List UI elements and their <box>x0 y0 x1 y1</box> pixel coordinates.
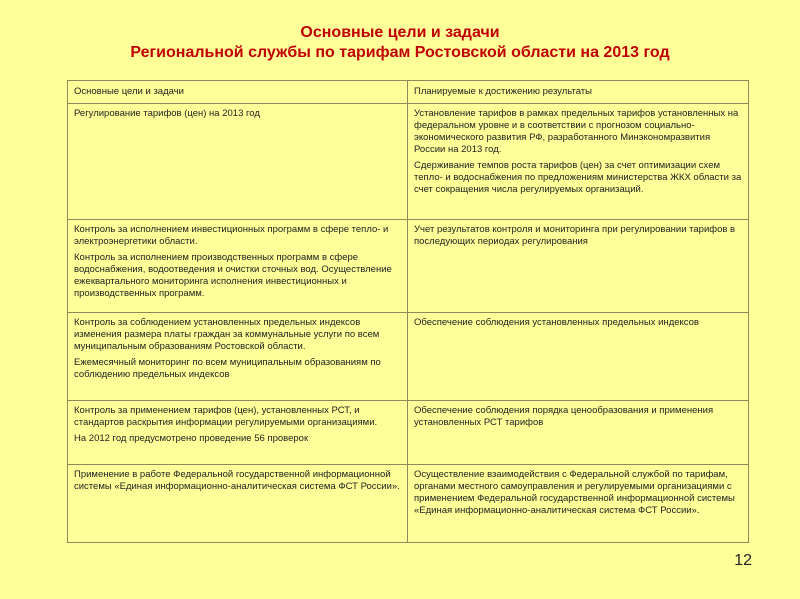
goal-text: Регулирование тарифов (цен) на 2013 год <box>74 108 260 119</box>
goal-text: На 2012 год предусмотрено проведение 56 проверок <box>74 433 309 444</box>
result-text: Установление тарифов в рамках предельных тарифов установленных на федеральном уровне и в соответствии с прогнозом социально-экономического развития РФ, разработанного Минэкономразвития России на 2013 год. <box>414 108 739 155</box>
results-cell <box>408 220 749 313</box>
result-text: Сдерживание темпов роста тарифов (цен) за счет оптимизации схем тепло- и водоснабжения по предложениям министерства ЖКХ области за счет сокращения числа регулируемых организаций. <box>414 160 742 195</box>
goals-cell <box>68 313 408 401</box>
goal-text: Контроль за соблюдением установленных предельных индексов изменения размера платы граждан за коммунальные услуги по всем муниципальным образованиям Ростовской области. <box>74 317 380 352</box>
table-row <box>68 465 749 543</box>
result-text: Обеспечение соблюдения порядка ценообразования и применения установленных РСТ тарифов <box>414 405 714 428</box>
page-number: 12 <box>734 552 752 569</box>
table-header-row <box>68 81 749 104</box>
goals-table <box>67 80 749 543</box>
table-row <box>68 313 749 401</box>
goal-text: Контроль за исполнением инвестиционных программ в сфере тепло- и электроэнергетики области. <box>74 224 389 247</box>
results-cell <box>408 401 749 465</box>
results-cell <box>408 313 749 401</box>
goals-cell <box>68 220 408 313</box>
header-results: Планируемые к достижению результаты <box>408 81 749 104</box>
table-row <box>68 220 749 313</box>
goal-text: Контроль за исполнением производственных программ в сфере водоснабжения, водоотведения и очистки сточных вод. Осуществление ежеквартального мониторинга исполнения инвестиционных и производственных программ. <box>74 252 392 299</box>
goal-text: Контроль за применением тарифов (цен), установленных РСТ, и стандартов раскрытия информации регулируемыми организациями. <box>74 405 378 428</box>
results-cell <box>408 465 749 543</box>
goal-text: Применение в работе Федеральной государственной информационной системы «Единая информационно-аналитическая система ФСТ России». <box>74 469 400 492</box>
title-line-2: Региональной службы по тарифам Ростовской области на 2013 год <box>130 44 670 61</box>
table-row <box>68 104 749 220</box>
result-text: Обеспечение соблюдения установленных предельных индексов <box>414 317 699 328</box>
table-row <box>68 401 749 465</box>
goals-cell <box>68 104 408 220</box>
title-line-1: Основные цели и задачи <box>300 24 500 41</box>
goal-text: Ежемесячный мониторинг по всем муниципальным образованиям по соблюдению предельных индексов <box>74 357 381 380</box>
goals-cell <box>68 465 408 543</box>
result-text: Учет результатов контроля и мониторинга при регулировании тарифов в последующих периодах регулирования <box>414 224 736 247</box>
header-goals: Основные цели и задачи <box>68 81 408 104</box>
results-cell <box>408 104 749 220</box>
goals-cell <box>68 401 408 465</box>
result-text: Осуществление взаимодействия с Федеральной службой по тарифам, органами местного самоуправления и регулируемыми организациями с применением Федеральной государственной информационной системы «Единая информационно-аналитическая система ФСТ России». <box>414 469 735 516</box>
